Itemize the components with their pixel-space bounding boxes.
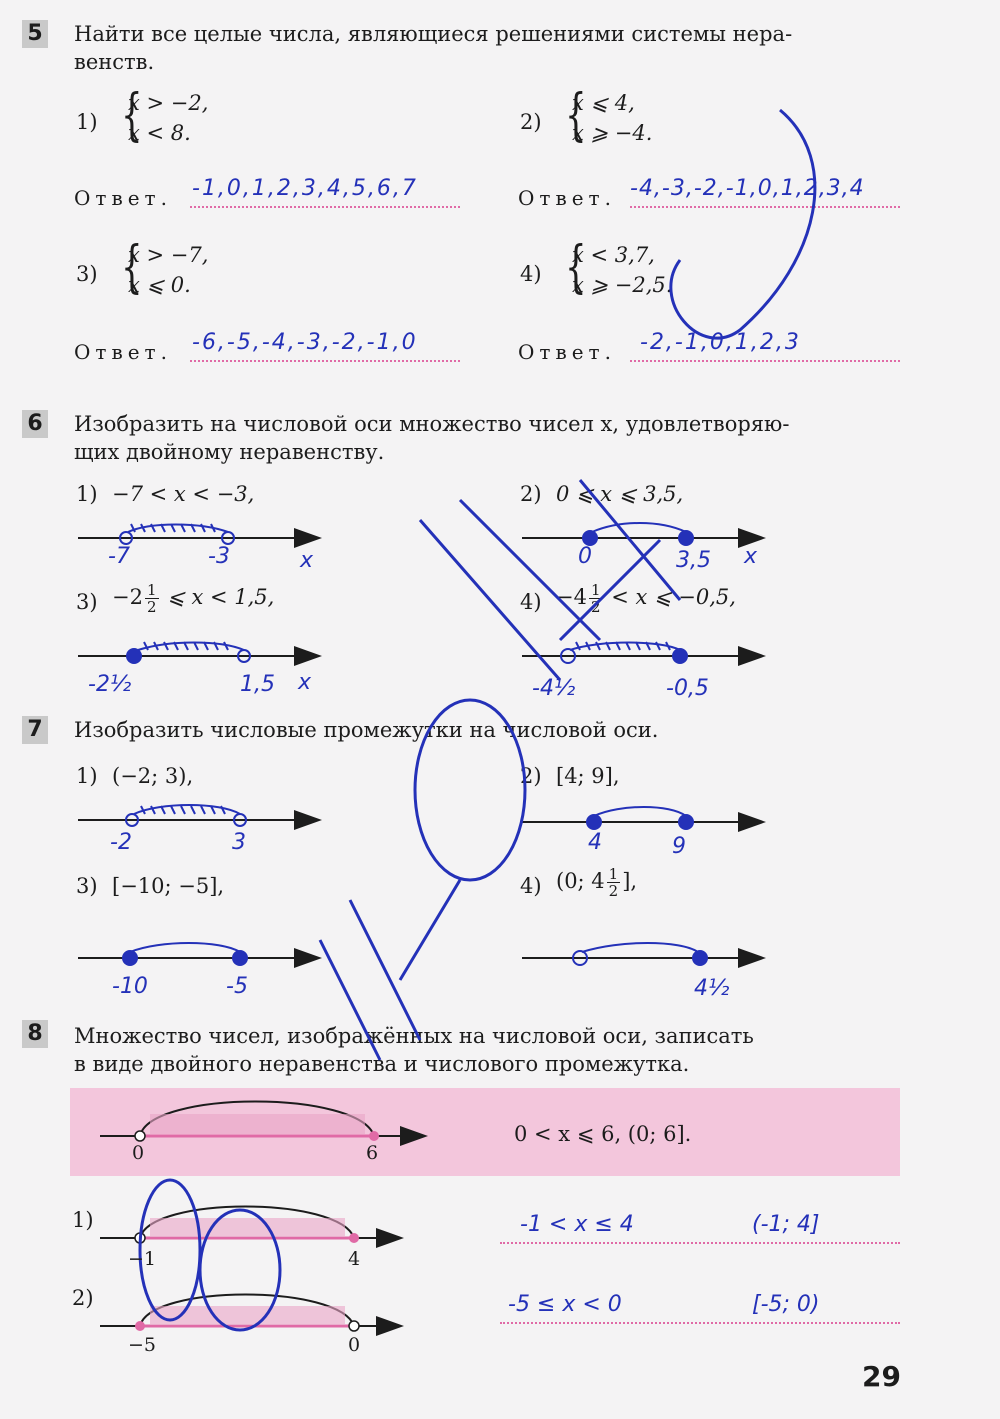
tick-label: 4 [348, 1248, 361, 1270]
handwritten-interval: [-5; 0) [752, 1292, 820, 1317]
page-number: 29 [862, 1360, 901, 1393]
interval: [−10; −5], [112, 874, 225, 898]
item-label: 3) [76, 262, 98, 286]
system-row: x ⩾ −4. [572, 121, 653, 145]
item-label: 2) [520, 482, 542, 506]
answer-label: Ответ. [518, 186, 616, 210]
hand-label: -4½ [532, 676, 576, 701]
hand-label: -3 [208, 544, 230, 569]
hand-label: 4 [588, 830, 602, 855]
brace-icon: { [121, 235, 143, 300]
tick-label: 6 [366, 1142, 379, 1164]
tick-label: 0 [132, 1142, 145, 1164]
numerator: 1 [146, 581, 157, 599]
hand-label: 1,5 [240, 672, 275, 697]
hand-label: x [300, 548, 314, 573]
inequality-part: < x ⩽ −0,5, [611, 585, 736, 609]
answer-label: Ответ. [74, 340, 172, 364]
answer-label: Ответ. [518, 340, 616, 364]
hand-label: 0 [578, 544, 592, 569]
denominator: 2 [590, 598, 601, 616]
inequality: 0 ⩽ x ⩽ 3,5, [556, 482, 684, 506]
denominator: 2 [146, 598, 157, 616]
number-line [522, 807, 762, 830]
task-text: Изобразить числовые промежутки на числовой оси. [74, 718, 659, 742]
denominator: 2 [608, 882, 619, 900]
system-row: x < 3,7, [572, 243, 655, 267]
tick-label: 0 [348, 1334, 361, 1356]
inequality-part: −4 [556, 585, 587, 609]
task-line: венств. [74, 50, 155, 74]
item-label: 1) [76, 482, 98, 506]
brace-icon: { [565, 235, 587, 300]
hand-label: 3 [232, 830, 246, 855]
task-line: в виде двойного неравенства и числового промежутка. [74, 1052, 690, 1076]
system-row: x > −7, [128, 243, 209, 267]
hand-label: -10 [112, 974, 148, 999]
item-label: 1) [76, 110, 98, 134]
task-number: 6 [22, 410, 48, 438]
inequality: −7 < x < −3, [112, 482, 255, 506]
example-answer: 0 < x ⩽ 6, (0; 6]. [514, 1122, 692, 1146]
item-label: 4) [520, 262, 542, 286]
number-line [522, 943, 762, 966]
scribble [140, 110, 815, 1330]
task-line: Найти все целые числа, являющиеся решениями системы нера- [74, 22, 793, 46]
hand-label: 3,5 [676, 548, 711, 573]
hand-label: -2½ [88, 672, 132, 697]
item-label: 1) [76, 764, 98, 788]
task-line: щих двойному неравенству. [74, 440, 385, 464]
task-line: Множество чисел, изображённых на числовой оси, записать [74, 1024, 754, 1048]
number-line [78, 642, 318, 664]
item-label: 4) [520, 590, 542, 614]
hand-label: -0,5 [666, 676, 709, 701]
item-label: 4) [520, 874, 542, 898]
number-line [100, 1295, 400, 1332]
interval-part: ], [622, 869, 638, 893]
inequality-part: ⩽ x < 1,5, [167, 585, 275, 609]
hand-label: x [298, 670, 312, 695]
task-line: Изобразить на числовой оси множество чисел x, удовлетворяю- [74, 412, 790, 436]
system-row: x < 8. [128, 121, 191, 145]
tick-label: −5 [128, 1334, 157, 1356]
task-number: 7 [22, 716, 48, 744]
task-number: 8 [22, 1020, 48, 1048]
item-label: 2) [520, 764, 542, 788]
brace-icon: { [121, 83, 143, 148]
handwritten-inequality: -1 < x ≤ 4 [520, 1212, 634, 1237]
answer-label: Ответ. [74, 186, 172, 210]
item-label: 1) [72, 1208, 94, 1232]
handwritten-interval: (-1; 4] [752, 1212, 820, 1237]
system-row: x ⩾ −2,5. [572, 273, 673, 297]
interval: (−2; 3), [112, 764, 194, 788]
number-line [78, 943, 318, 966]
handwritten-answer: -6,-5,-4,-3,-2,-1,0 [192, 330, 418, 355]
inequality-part: −2 [112, 585, 143, 609]
numerator: 1 [590, 581, 601, 599]
system-row: x ⩽ 4, [572, 91, 635, 115]
system-row: x > −2, [128, 91, 209, 115]
tick-label: −1 [128, 1248, 157, 1270]
system-row: x ⩽ 0. [128, 273, 191, 297]
number-line [78, 524, 318, 544]
handwritten-answer: -2,-1,0,1,2,3 [640, 330, 801, 355]
interval-part: (0; 4 [556, 869, 605, 893]
brace-icon: { [565, 83, 587, 148]
handwritten-answer: -1,0,1,2,3,4,5,6,7 [192, 176, 418, 201]
number-line [78, 805, 318, 826]
number-line [522, 523, 762, 546]
item-label: 3) [76, 874, 98, 898]
hand-label: 9 [672, 834, 686, 859]
numerator: 1 [608, 865, 619, 883]
interval: [4; 9], [556, 764, 620, 788]
hand-label: -2 [110, 830, 132, 855]
item-label: 2) [72, 1286, 94, 1310]
hand-label: 4½ [694, 976, 730, 1001]
hand-label: -5 [226, 974, 248, 999]
number-line [522, 642, 762, 664]
handwritten-inequality: -5 ≤ x < 0 [508, 1292, 622, 1317]
task-number: 5 [22, 20, 48, 48]
hand-label: x [744, 544, 758, 569]
item-label: 2) [520, 110, 542, 134]
hand-label: -7 [108, 544, 130, 569]
handwritten-answer: -4,-3,-2,-1,0,1,2,3,4 [630, 176, 865, 201]
example-number-line [100, 1102, 424, 1142]
item-label: 3) [76, 590, 98, 614]
